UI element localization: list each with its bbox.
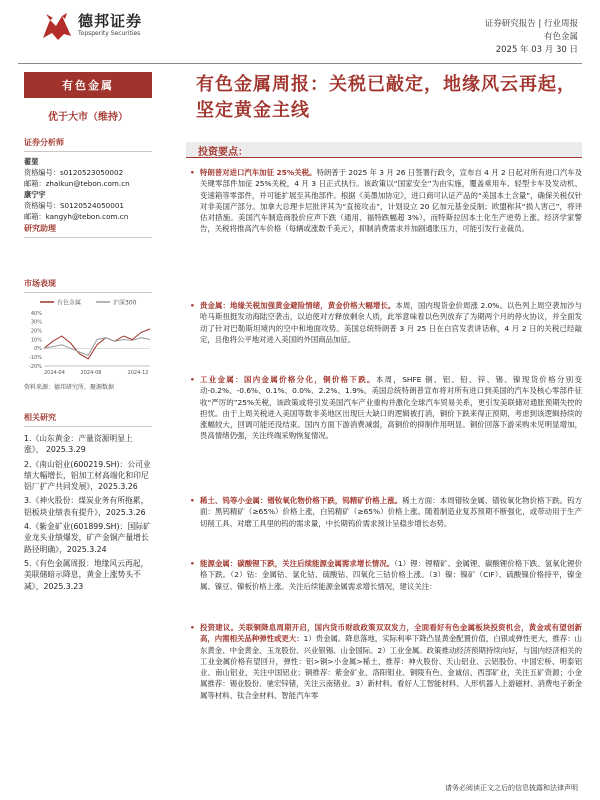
analyst-cert: S0120524050001: [59, 201, 124, 210]
bullet-body: 稀土方面：本周镨钕金属、镨钕氧化物价格下跌。钨方面：黑钨精矿（≥65%）价格上涨，白钨精矿（≥65%）价格上涨。随着制造业复苏预期不断强化，或带动用于生产切削工具、对磨工具里的钨的需求量，中长期钨价需求预计呈稳步增长态势。: [200, 496, 582, 528]
x-tick-label: 2024-12: [127, 370, 149, 376]
analyst-email[interactable]: kangyh@tebon.com.cn: [45, 212, 129, 221]
bullet-energy-metals: [190, 558, 582, 592]
bullet-body: （1）锂：锂精矿、金属锂、碳酸锂价格下跌、氢氧化锂价格下跌。（2）钴：金属钴、氯化钴、硫酸钴、四氧化三钴价格上涨。（3）镍：镍矿（CIF）、硫酸镍价格持平，镍金属、镍豆、镍板价格上涨。关注后续能源金属需求增长情况，建议关注：: [200, 559, 582, 591]
y-tick-label: 40%: [30, 310, 42, 317]
bullet-investment-advice: [190, 622, 582, 701]
bullet-rare-earth: [190, 495, 582, 529]
logo-name-cn: 德邦证券: [78, 12, 143, 30]
analyst-name: 翟堃: [24, 157, 39, 166]
related-item[interactable]: 5.《有色金属周报：地缘风云再起，美联储暗示降息，黄金上涨势头不减》，2025.3.23: [24, 558, 149, 591]
related-item[interactable]: 2.《南山铝业(600219.SH)：公司业绩大幅增长，铝加工材高端化和印尼铝厂扩产共同发展》，2025.3.26: [24, 459, 151, 492]
sector-tag: 有色金属: [24, 72, 152, 98]
bullet-body: 本周，SHFE 铜、铝、铅、锌、锡、镍现货价格分别变动-0.2%、-0.6%、0.1%、0.0%、2.2%、1.9%。美国总统特朗普宣布将对所有进口到美国的汽车及核心零部件征收“严厉的”25%关税，该政策或将引发美国汽车产业重构并激化全球汽车贸易关系，更引发美联储对通胀预期失控的担忧。由于上周关税进入美国等数非美地区出现巨大缺口的逻辑被打消，铜价下跌来得正预期，考虑到该逻辑持续的涨幅较大，回调可能还没结束。国内方面下游消费减弱，高铜价的抑制作用明显。铜价回落下游采购未见明显增加，畏高情绪仍强，关注终端采购恢复情况。: [200, 375, 582, 441]
chart-legend: [24, 297, 152, 307]
email-label: 邮箱：: [24, 179, 46, 188]
bullet-marker: •: [190, 559, 195, 568]
y-tick-label: -10%: [29, 354, 42, 361]
y-tick-label: 10%: [30, 337, 42, 344]
related-heading: 相关研究: [24, 412, 152, 427]
report-sector: 有色金属: [543, 32, 578, 42]
y-tick-label: 20%: [30, 328, 42, 335]
cert-label: 资格编号：: [24, 168, 60, 177]
email-label: 邮箱：: [24, 212, 46, 221]
legend-label-sector: 有色金属: [57, 299, 82, 307]
related-item[interactable]: 3.《神火股份：煤炭业务有所拖累，铝板块业绩表有提升》，2025.3.26: [24, 496, 149, 517]
y-tick-label: 30%: [30, 319, 42, 326]
bullet-marker: •: [190, 375, 195, 384]
y-tick-label: -20%: [29, 363, 42, 370]
bullet-marker: •: [190, 301, 195, 310]
cert-label: 资格编号：: [24, 201, 60, 210]
report-date: 2025 年 03 月 30 日: [495, 45, 578, 55]
company-logo: [40, 12, 142, 42]
related-item[interactable]: 4.《紫金矿业(601899.SH)：国际矿业龙头业绩爆发，矿产金铜产量增长路径明确》，2025.3.24: [24, 522, 151, 554]
related-item[interactable]: 1.《山东黄金：产量资源明显上涨》， 2025.3.29: [24, 434, 133, 455]
bullet-lead: 特朗普对进口汽车加征 25%关税。: [200, 168, 317, 177]
key-points-heading: 投资要点：: [198, 147, 248, 158]
key-points-bar: [186, 142, 582, 158]
bullet-body: 1）贵金属。降息落地，实际利率下降凸显黄金配置价值，白银或弹性更大，推荐：山东黄金、中金黄金、玉龙股份、兴业银锡、山金国际。2）工业金属。政策推动经济预期持续向好，与国内经济相关的工业金属价格有望回升，弹性：铝>铜>小金属>稀土，推荐：神火股份、天山铝业、云铝股份、中国宏桥、明泰铝业、南山铝业，关注中国铝业；铜推荐：紫金矿业、洛阳钼业、铜陵有色、金诚信、西部矿业，关注五矿资源；小金属推荐：锡业股份、驰宏锌锗，关注云南锗业。3）新材料。看好人工智能材料、人形机器人上游磁材、消费电子新金属等材料、钛合金材料、智能汽车零: [200, 634, 582, 700]
rating-label: 优于大市（维持）: [48, 112, 128, 123]
bullet-marker: •: [190, 496, 195, 505]
bullet-marker: •: [190, 623, 195, 632]
analyst-name: 康宁宇: [24, 190, 46, 199]
analyst-email[interactable]: zhaikun@tebon.com.cn: [45, 179, 130, 188]
bullet-auto-tariff: [190, 167, 582, 235]
report-type: 证券研究报告 | 行业周报: [484, 19, 578, 29]
bullet-body: 本周，国内现货金价周涨 2.0%。以色列上周空袭加沙与哈马斯扭挺发动海陆空袭击，以迫使对方释放剩余人质，此举意味着以色列放弃了为期两个月的停火协议，并全面发动了针对巴勒斯坦境内的空中和地面攻势。美国总统特朗普 3 月 25 日在白宫发表讲话称，4 月 2 日的关税已经敲定，且他将公平地对进入美国的外国商品加征。: [200, 301, 582, 344]
related-research-list: [24, 433, 152, 595]
logo-name-en: Topsperity Securities: [78, 30, 141, 37]
analyst-cert: s0120523050002: [59, 168, 124, 177]
x-tick-label: 2024-04: [44, 370, 65, 376]
bullet-lead: 工业金属：国内金属价格分化，铜价格下跌。: [200, 375, 376, 384]
bullet-lead: 稀土、钨等小金属：镨钕氧化物价格下跌，钨精矿价格上涨。: [200, 496, 403, 505]
x-tick-label: 2024-08: [80, 370, 102, 376]
footer-disclaimer: 请务必阅读正文之后的信息披露和法律声明: [445, 784, 578, 792]
y-tick-label: 0%: [34, 346, 42, 353]
series-line-index: [44, 338, 150, 356]
market-heading: 市场表现: [24, 278, 152, 293]
bullet-lead: 投资建议。关联铜降息周期开启，国内货币财政政策双双发力，全面看好有色金属板块投资机会，黄金或有望创新高，内需相关品种弹性或更大：: [200, 623, 582, 644]
bullet-lead: 贵金属：地缘关税加强黄金避险情绪，黄金价格大幅增长。: [200, 301, 396, 310]
bullet-lead: 能源金属：碳酸锂下跌，关注后续能源金属需求增长情况。: [200, 559, 395, 568]
bull-logo-icon: [40, 12, 74, 42]
header-divider: [18, 63, 582, 64]
market-performance-chart: [24, 310, 152, 378]
bullet-body: 特朗普于 2025 年 3 月 26 日签署行政令，宣布自 4 月 2 日起对所有进口汽车及关键零部件加征 25%关税，4 月 3 日正式执行。该政策以“国家安全”为由实施，覆盖乘用车、轻型卡车及发动机、变速箱等零部件，并可能扩展至其他部件。根据《美墨加协定》，进口商可认证产品的“美国本土含量”，确保关税仅针对非美国产部分。加拿大总理卡尼批评其为“直接攻击”，计划设立 20 亿加元基金反制；欧盟称其“损人害己”，将评估对措施。美国汽车制造商股价应声下跌（通用、福特跌幅超 3%），而特斯拉因本土化生产逆势上涨。经济学家警告，关税将推高汽车价格（每辆或涨数千美元），抑制消费需求并加剧通胀压力，可能引发行业裁员。: [200, 168, 582, 234]
analyst-heading: 证券分析师: [24, 137, 152, 152]
legend-label-index: 沪深300: [113, 299, 137, 307]
bullet-industrial-metals: [190, 374, 582, 442]
bullet-marker: •: [190, 168, 195, 177]
analyst-list: [24, 156, 152, 222]
chart-source: 资料来源：德邦研究所，聚源数据: [24, 384, 115, 391]
report-meta: [485, 18, 578, 57]
report-title: 有色金属周报：关税已敲定，地缘风云再起，坚定黄金主线: [196, 74, 576, 121]
bullet-precious-metals: [190, 300, 582, 345]
series-line-sector: [44, 329, 150, 359]
assistant-heading: 研究助理: [24, 223, 152, 238]
